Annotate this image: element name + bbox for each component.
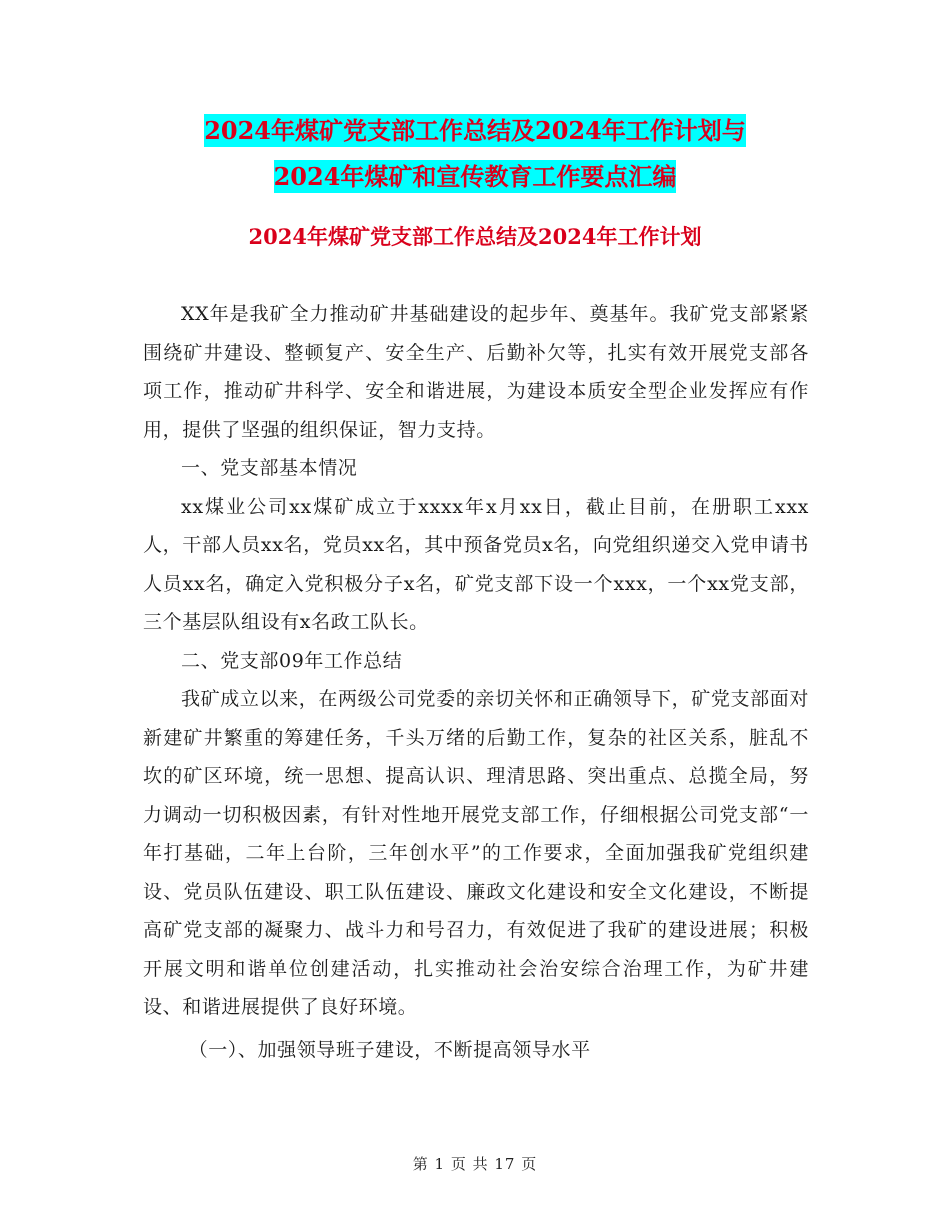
paragraph-intro: XX年是我矿全力推动矿井基础建设的起步年、奠基年。我矿党支部紧紧围绕矿井建设、整顿复产、安全生产、后勤补欠等，扎实有效开展党支部各项工作，推动矿井科学、安全和谐进展，为建设本质安全型企业发挥应有作用，提供了坚强的组织保证，智力支持。	[143, 303, 809, 441]
paragraph-work-summary: 我矿成立以来，在两级公司党委的亲切关怀和正确领导下，矿党支部面对新建矿井繁重的筹建任务，千头万绪的后勤工作，复杂的社区关系，脏乱不坎的矿区环境，统一思想、提高认识、理清思路、突出重点、总揽全局，努力调动一切积极因素，有针对性地开展党支部工作，仔细根据公司党支部“一年打基础，二年上台阶，三年创水平”的工作要求，全面加强我矿党组织建设、党员队伍建设、职工队伍建设、廉政文化建设和安全文化建设，不断提高矿党支部的凝聚力、战斗力和号召力，有效促进了我矿的建设进展；积极开展文明和谐单位创建活动，扎实推动社会治安综合治理工作，为矿井建设、和谐进展提供了良好环境。	[143, 688, 809, 1018]
page-footer: 第 1 页 共 17 页	[412, 1155, 538, 1173]
document-body	[143, 295, 809, 1069]
main-title-line-2: 2024年煤矿和宣传教育工作要点汇编	[273, 162, 677, 191]
heading-leadership: （一）、加强领导班子建设，不断提高领导水平	[188, 1038, 591, 1061]
document-main-title	[0, 108, 950, 200]
heading-work-summary: 二、党支部09年工作总结	[181, 649, 403, 672]
paragraph-basic-info: xx煤业公司xx煤矿成立于xxxx年x月xx日，截止目前，在册职工xxx人，干部人员xx名，党员xx名，其中预备党员x名，向党组织递交入党申请书人员xx名，确定入党积极分子x名，矿党支部下设一个xxx，一个xx党支部，三个基层队组设有x名政工队长。	[143, 495, 809, 633]
main-title-line-1: 2024年煤矿党支部工作总结及2024年工作计划与	[204, 116, 746, 145]
section-title: 2024年煤矿党支部工作总结及2024年工作计划	[248, 224, 702, 249]
heading-basic-info: 一、党支部基本情况	[181, 457, 358, 479]
